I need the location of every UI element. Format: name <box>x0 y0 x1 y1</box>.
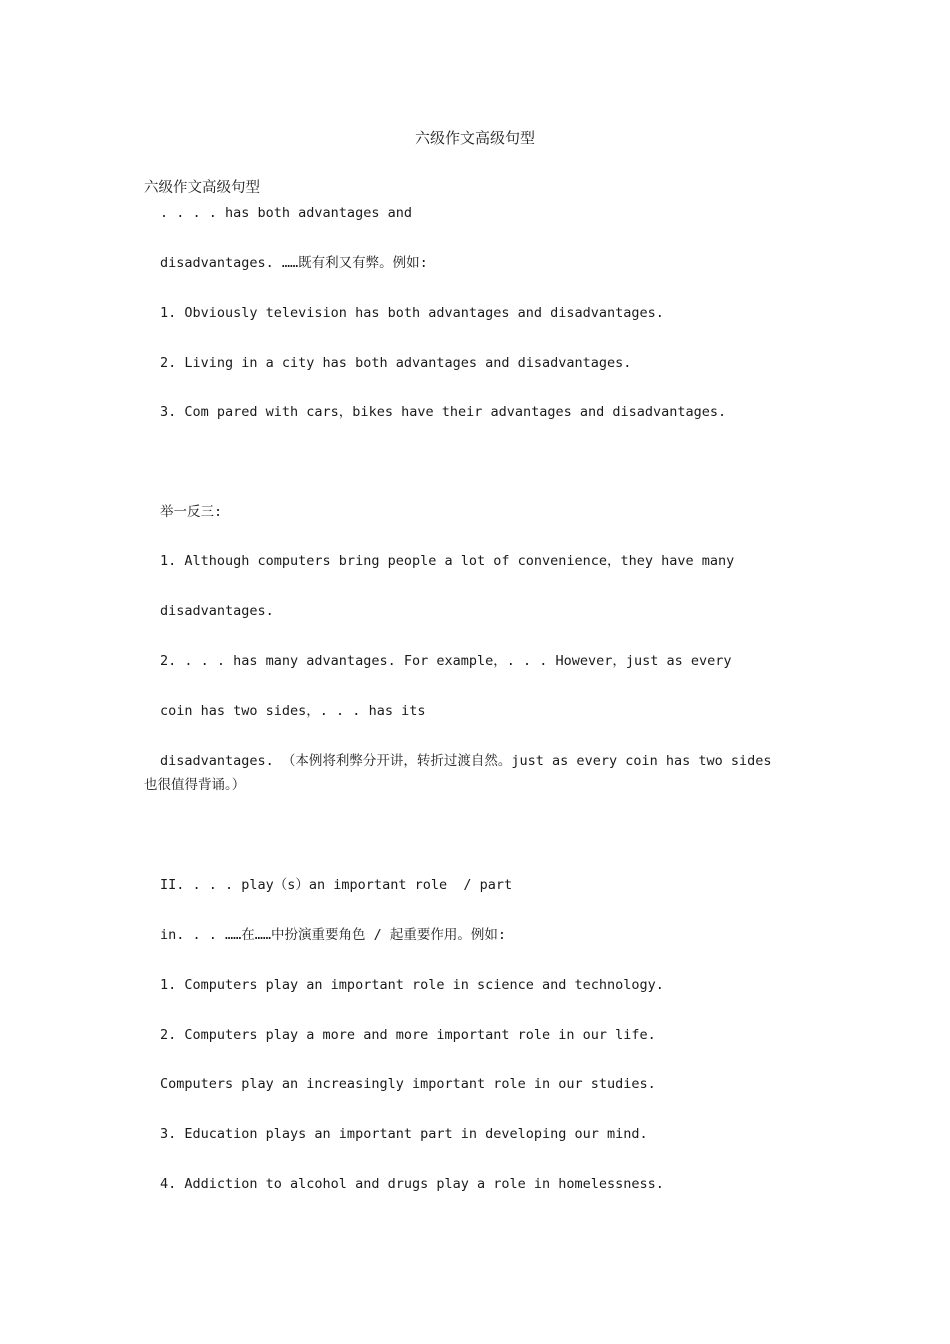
example-line: disadvantages. （本例将利弊分开讲，转折过渡自然。just as every coin has two sides <box>160 753 772 769</box>
example-line: 3. Education plays an important part in developing our mind. <box>160 1126 648 1142</box>
example-line: 2. . . . has many advantages. For example，. . . However，just as every <box>160 653 732 669</box>
text-line: . . . . has both advantages and <box>160 205 412 221</box>
example-line: coin has two sides，. . . has its <box>160 703 426 719</box>
example-line: disadvantages. <box>160 603 274 619</box>
example-line: 2. Living in a city has both advantages and disadvantages. <box>160 355 632 371</box>
section-line: in. . . ……在……中扮演重要角色 / 起重要作用。例如: <box>160 927 507 943</box>
example-line: Computers play an increasingly important role in our studies. <box>160 1076 656 1092</box>
example-line: 1. Obviously television has both advantages and disadvantages. <box>160 305 664 321</box>
section-line: II. . . . play（s）an important role / part <box>160 877 513 893</box>
example-line: 3. Com pared with cars，bikes have their advantages and disadvantages. <box>160 404 727 420</box>
example-line: 2. Computers play a more and more important role in our life. <box>160 1027 656 1043</box>
sub-heading: 举一反三: <box>160 504 223 520</box>
example-line: 1. Although computers bring people a lot of convenience，they have many <box>160 553 735 569</box>
section-heading: 六级作文高级句型 <box>144 180 260 196</box>
text-line: disadvantages. ……既有利又有弊。例如: <box>160 255 428 271</box>
example-line: 1. Computers play an important role in science and technology. <box>160 977 664 993</box>
example-line: 也很值得背诵。） <box>144 777 246 793</box>
example-line: 4. Addiction to alcohol and drugs play a role in homelessness. <box>160 1176 664 1192</box>
page-title: 六级作文高级句型 <box>414 129 535 147</box>
